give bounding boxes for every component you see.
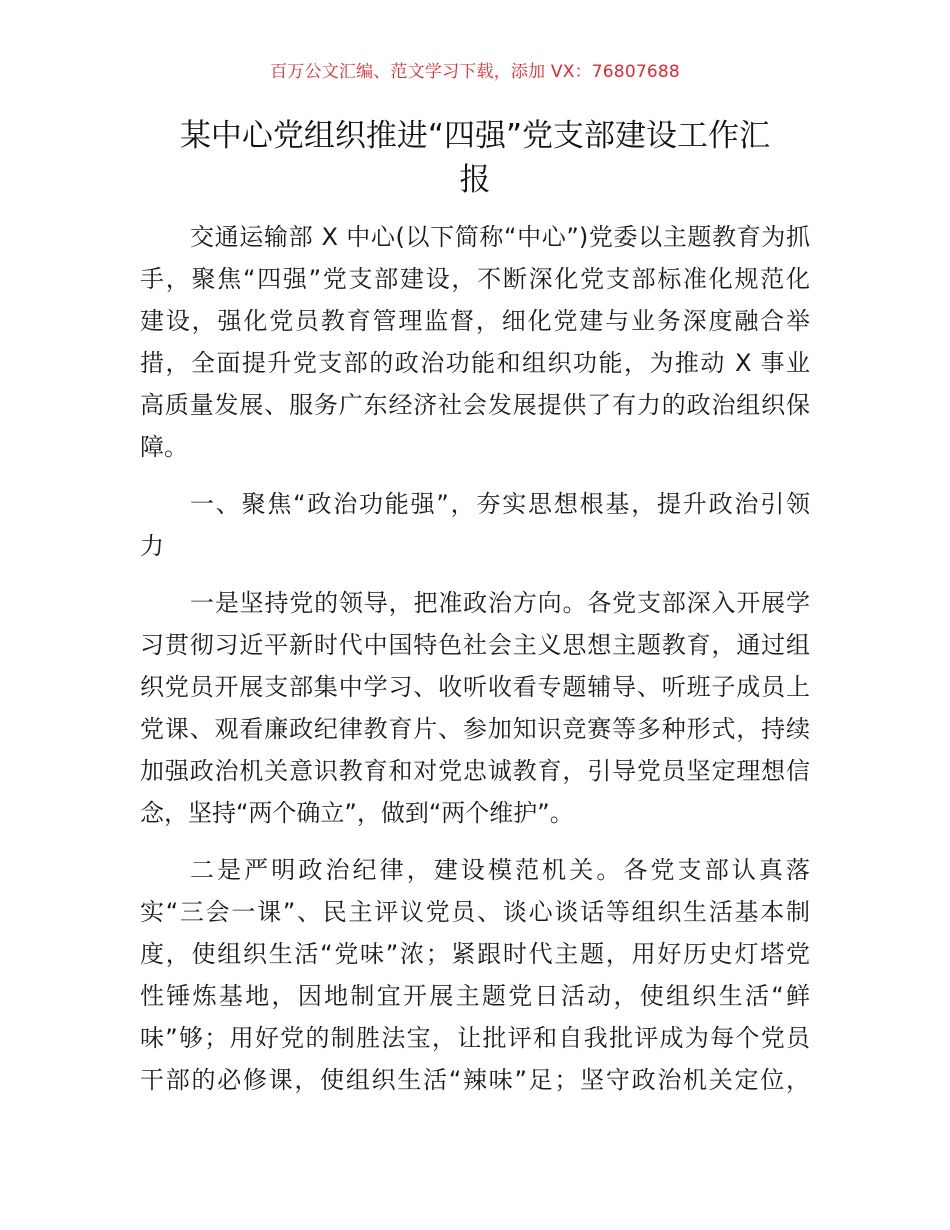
text-line: 一是坚持党的领导，把准政治方向。各党支部深入开展学: [190, 589, 810, 617]
watermark-banner: 百万公文汇编、范文学习下载，添加 VX：76807688: [270, 62, 680, 82]
paragraph: [140, 849, 810, 1101]
document-title: [140, 114, 810, 202]
text-line: 干部的必修课，使组织生活“辣味”足；坚守政治机关定位，: [140, 1066, 810, 1094]
text-line: 力: [140, 532, 164, 560]
text-line: 织党员开展支部集中学习、收听收看专题辅导、听班子成员上: [140, 673, 810, 701]
paragraph: [140, 216, 810, 468]
text-line: 障。: [140, 433, 188, 461]
text-line: 味”够；用好党的制胜法宝，让批评和自我批评成为每个党员: [140, 1024, 810, 1052]
text-line: 手，聚焦“四强”党支部建设，不断深化党支部标准化规范化: [140, 265, 810, 293]
title-line: 某中心党组织推进“四强”党支部建设工作汇: [179, 118, 771, 154]
text-line: 一、聚焦“政治功能强”，夯实思想根基，提升政治引领: [190, 490, 810, 518]
title-line: 报: [459, 162, 491, 198]
text-line: 交通运输部 X 中心(以下简称“中心”)党委以主题教育为抓: [190, 223, 810, 251]
text-line: 建设，强化党员教育管理监督，细化党建与业务深度融合举: [140, 307, 810, 335]
section-heading: [140, 483, 810, 567]
document-body: [140, 216, 810, 1116]
text-line: 度，使组织生活“党味”浓；紧跟时代主题，用好历史灯塔党: [140, 940, 810, 968]
text-line: 实“三会一课”、民主评议党员、谈心谈话等组织生活基本制: [140, 898, 810, 926]
text-line: 党课、观看廉政纪律教育片、参加知识竞赛等多种形式，持续: [140, 715, 810, 743]
text-line: 高质量发展、服务广东经济社会发展提供了有力的政治组织保: [140, 391, 810, 419]
paragraph: [140, 582, 810, 834]
text-line: 念，坚持“两个确立”，做到“两个维护”。: [140, 799, 574, 827]
text-line: 二是严明政治纪律，建设模范机关。各党支部认真落: [190, 856, 810, 884]
text-line: 措，全面提升党支部的政治功能和组织功能，为推动 X 事业: [140, 349, 810, 377]
text-line: 性锤炼基地，因地制宜开展主题党日活动，使组织生活“鲜: [140, 982, 810, 1010]
text-line: 加强政治机关意识教育和对党忠诚教育，引导党员坚定理想信: [140, 757, 810, 785]
text-line: 习贯彻习近平新时代中国特色社会主义思想主题教育，通过组: [140, 631, 810, 659]
